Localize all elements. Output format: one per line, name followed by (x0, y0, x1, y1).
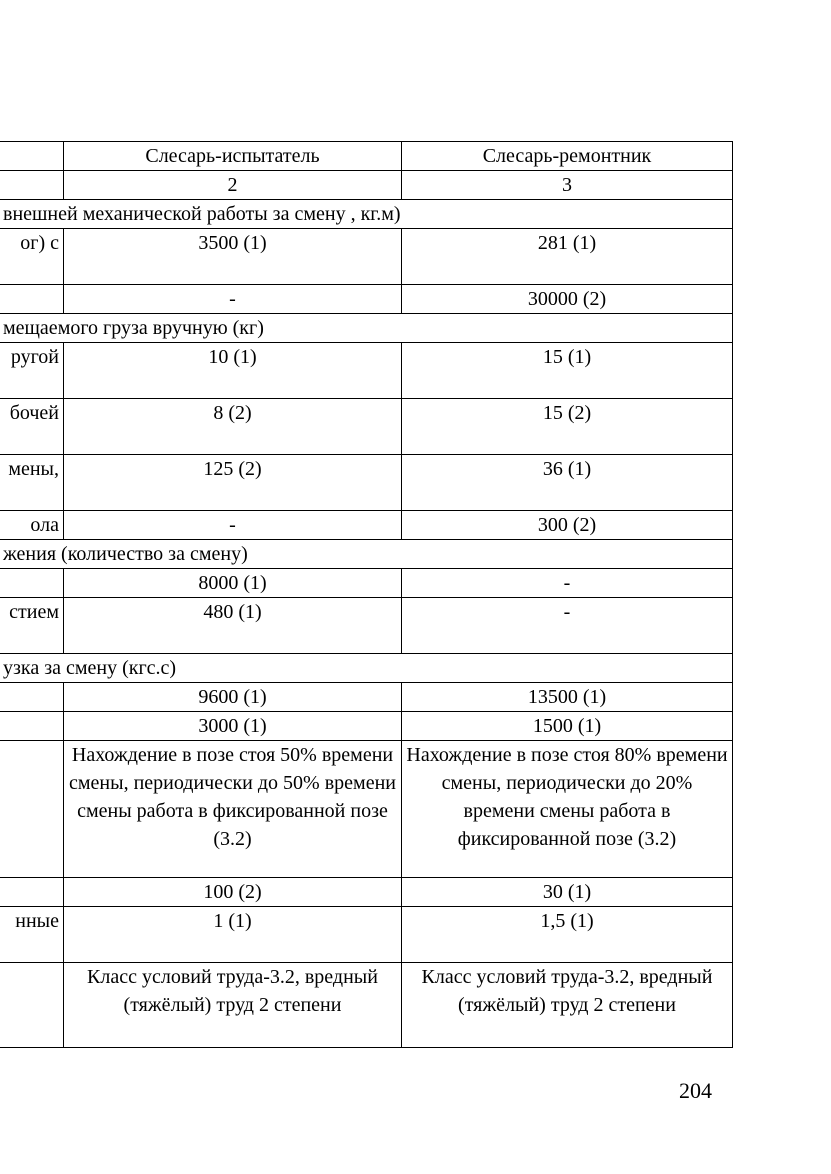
header-mechanic-repairman: Слесарь-ремонтник (402, 142, 733, 171)
row-label (0, 683, 64, 712)
row-label (0, 878, 64, 907)
table-numbering-row (0, 171, 733, 200)
row-value-repairman: 281 (1) (402, 229, 733, 285)
section-cell (0, 314, 733, 343)
table-row (0, 285, 733, 314)
row-value-repairman: 30 (1) (402, 878, 733, 907)
section-row (0, 314, 733, 343)
row-value-tester: 8000 (1) (64, 569, 402, 598)
table-row (0, 878, 733, 907)
table-header-row (0, 142, 733, 171)
row-value-tester: 1 (1) (64, 907, 402, 963)
row-label: стием (0, 598, 64, 654)
section-title-manual-load: мещаемого груза вручную (кг) (3, 317, 264, 339)
ergonomics-table (0, 141, 733, 1048)
row-label (0, 569, 64, 598)
row-value-tester: 9600 (1) (64, 683, 402, 712)
row-value-repairman: 15 (2) (402, 399, 733, 455)
row-value-repairman: 1500 (1) (402, 712, 733, 741)
table-row (0, 229, 733, 285)
section-cell (0, 540, 733, 569)
table-row (0, 455, 733, 511)
row-label (0, 285, 64, 314)
page-number: 204 (679, 1078, 712, 1103)
row-value-tester: 3500 (1) (64, 229, 402, 285)
row-value-tester: Класс условий труда-3.2, вредный (тяжёлый) труд 2 степени (64, 963, 402, 1048)
row-value-tester: 125 (2) (64, 455, 402, 511)
table-row (0, 907, 733, 963)
row-value-repairman: Класс условий труда-3.2, вредный (тяжёлый) труд 2 степени (402, 963, 733, 1048)
row-value-tester: 3000 (1) (64, 712, 402, 741)
row-value-tester: - (64, 285, 402, 314)
section-row (0, 200, 733, 229)
section-title-movements: жения (количество за смену) (3, 543, 248, 565)
table-row (0, 741, 733, 878)
numbering-col-3: 3 (402, 171, 733, 200)
section-cell (0, 200, 733, 229)
row-label: ола (0, 511, 64, 540)
row-value-tester: - (64, 511, 402, 540)
row-value-repairman: 30000 (2) (402, 285, 733, 314)
numbering-col-2: 2 (64, 171, 402, 200)
table-row (0, 598, 733, 654)
row-label: мены, (0, 455, 64, 511)
row-value-tester: 10 (1) (64, 343, 402, 399)
row-value-repairman: 13500 (1) (402, 683, 733, 712)
table-row (0, 963, 733, 1048)
row-value-repairman: 36 (1) (402, 455, 733, 511)
section-title-mechanical-work: внешней механической работы за смену , кг.м) (3, 203, 401, 225)
row-value-tester: 100 (2) (64, 878, 402, 907)
row-label: бочей (0, 399, 64, 455)
table-row (0, 399, 733, 455)
row-label (0, 712, 64, 741)
table-row (0, 343, 733, 399)
row-label: нные (0, 907, 64, 963)
table-row (0, 712, 733, 741)
row-value-repairman: 1,5 (1) (402, 907, 733, 963)
section-cell (0, 654, 733, 683)
row-value-tester: 480 (1) (64, 598, 402, 654)
numbering-left-cell (0, 171, 64, 200)
section-row (0, 654, 733, 683)
row-value-repairman: - (402, 598, 733, 654)
row-value-tester: 8 (2) (64, 399, 402, 455)
row-label: ругой (0, 343, 64, 399)
row-value-repairman: 15 (1) (402, 343, 733, 399)
table-row (0, 511, 733, 540)
row-value-repairman: - (402, 569, 733, 598)
row-value-tester: Нахождение в позе стоя 50% времени смены, периодически до 50% времени смены работа в фиксированной позе (3.2) (64, 741, 402, 878)
row-label (0, 963, 64, 1048)
header-mechanic-tester: Слесарь-испытатель (64, 142, 402, 171)
table-row (0, 569, 733, 598)
row-label: ог) с (0, 229, 64, 285)
header-left-cell (0, 142, 64, 171)
table-row (0, 683, 733, 712)
row-value-repairman: Нахождение в позе стоя 80% времени смены, периодически до 20% времени смены работа в фиксированной позе (3.2) (402, 741, 733, 878)
row-value-repairman: 300 (2) (402, 511, 733, 540)
section-title-static-load: узка за смену (кгс.с) (3, 657, 177, 679)
row-label (0, 741, 64, 878)
section-row (0, 540, 733, 569)
